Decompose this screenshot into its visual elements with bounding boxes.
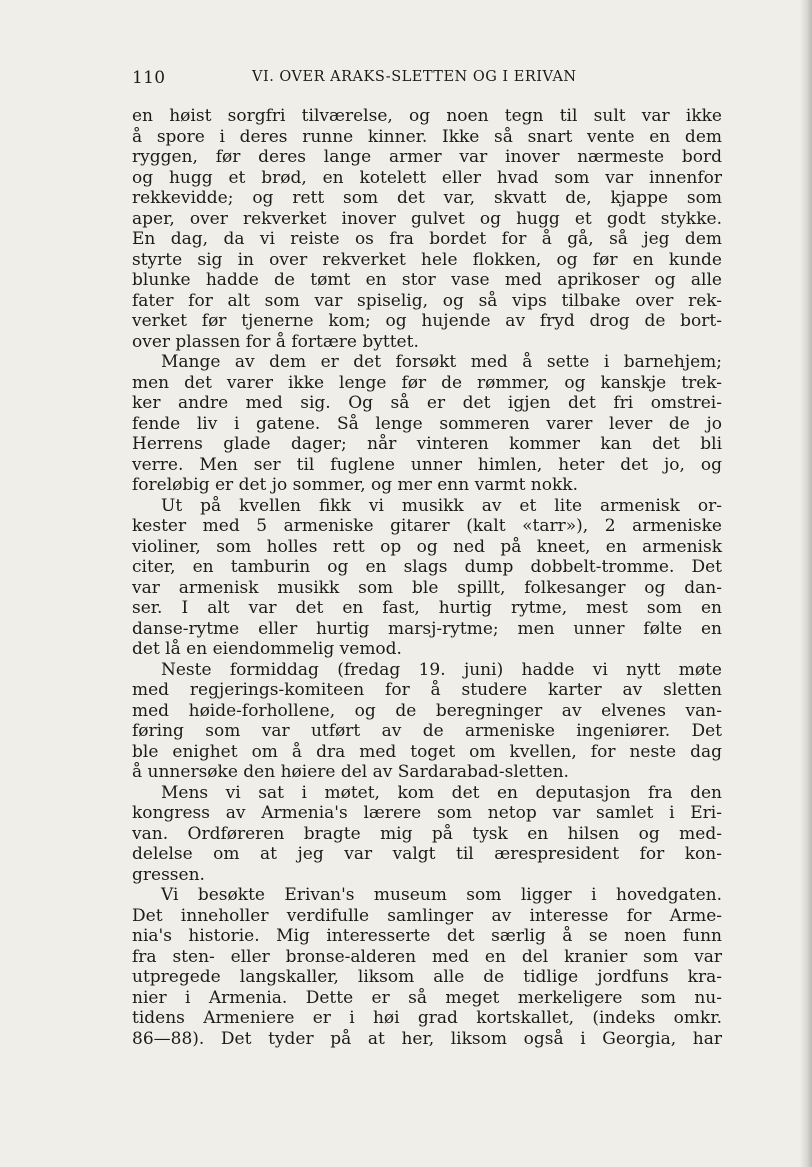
text-line: verre. Men ser til fuglene unner himlen, heter det jo, og xyxy=(132,454,722,475)
text-line: ser. I alt var det en fast, hurtig rytme, mest som en xyxy=(132,598,722,618)
text-line: kester med 5 armeniske gitarer (kalt «tarr»), 2 armeniske xyxy=(132,516,722,536)
text-line: Neste formiddag (fredag 19. juni) hadde vi nytt møte xyxy=(161,659,722,680)
text-line: å unnersøke den høiere del av Sardarabad-sletten. xyxy=(132,762,569,782)
text-line: tidens Armeniere er i høi grad kortskallet, (indeks omkr. xyxy=(132,1008,722,1028)
text-line: Ut på kvellen fikk vi musikk av et lite armenisk or- xyxy=(161,495,722,516)
text-line: en høist sorgfri tilværelse, og noen tegn til sult var ikke xyxy=(132,106,722,126)
text-line: danse-rytme eller hurtig marsj-rytme; men unner følte en xyxy=(132,618,722,639)
text-line: over plassen for å fortære byttet. xyxy=(132,331,419,352)
text-line: verket før tjenerne kom; og hujende av fryd drog de bort- xyxy=(132,311,722,331)
text-line: van. Ordføreren bragte mig på tysk en hilsen og med- xyxy=(132,823,722,844)
text-line: Vi besøkte Erivan's museum som ligger i hovedgaten. xyxy=(161,885,722,905)
text-line: med regjerings-komiteen for å studere karter av sletten xyxy=(132,680,722,700)
text-line: En dag, da vi reiste os fra bordet for å gå, så jeg dem xyxy=(132,229,722,249)
text-line: blunke hadde de tømt en stor vase med aprikoser og alle xyxy=(132,270,722,290)
running-head: VI. OVER ARAKS-SLETTEN OG I ERIVAN xyxy=(252,69,577,85)
text-line: violiner, som holles rett op og ned på kneet, en armenisk xyxy=(132,536,722,557)
text-line: fende liv i gatene. Så lenge sommeren varer lever de jo xyxy=(132,413,722,434)
text-line: foreløbig er det jo sommer, og mer enn varmt nokk. xyxy=(132,475,579,495)
text-line: delelse om at jeg var valgt til ærespresident for kon- xyxy=(132,844,722,864)
text-line: fra sten- eller bronse-alderen med en del kranier som var xyxy=(132,946,722,967)
text-line: Mange av dem er det forsøkt med å sette i barnehjem; xyxy=(161,352,722,372)
text-line: gressen. xyxy=(132,864,205,885)
page-number: 110 xyxy=(132,68,166,88)
text-line: ker andre med sig. Og så er det igjen det fri omstrei- xyxy=(132,393,722,413)
text-line: Det inneholler verdifulle samlinger av interesse for Arme- xyxy=(132,905,722,926)
text-line: nia's historie. Mig interesserte det særlig å se noen funn xyxy=(132,926,722,946)
text-line: nier i Armenia. Dette er så meget merkeligere som nu- xyxy=(132,987,722,1008)
text-line: Herrens glade dager; når vinteren kommer kan det bli xyxy=(132,434,722,454)
text-line: utpregede langskaller, liksom alle de tidlige jordfuns kra- xyxy=(132,967,722,987)
text-line: det lå en eiendommelig vemod. xyxy=(132,639,402,659)
text-line: fater for alt som var spiselig, og så vips tilbake over rek- xyxy=(132,290,722,311)
text-line: Mens vi sat i møtet, kom det en deputasjon fra den xyxy=(161,782,722,803)
text-line: 86—88). Det tyder på at her, liksom også i Georgia, har xyxy=(132,1028,722,1049)
text-line: og hugg et brød, en kotelett eller hvad som var innenfor xyxy=(132,167,722,188)
page-header xyxy=(132,68,724,92)
text-line: men det varer ikke lenge før de rømmer, og kanskje trek- xyxy=(132,372,722,393)
text-line: rekkevidde; og rett som det var, skvatt de, kjappe som xyxy=(132,188,722,208)
page-edge-shadow xyxy=(800,0,812,1167)
text-line: styrte sig in over rekverket hele flokken, og før en kunde xyxy=(132,249,722,270)
text-line: var armenisk musikk som ble spillt, folkesanger og dan- xyxy=(132,577,722,598)
text-line: med høide-forhollene, og de beregninger av elvenes van- xyxy=(132,700,722,721)
body-text xyxy=(132,106,722,1049)
text-line: ryggen, før deres lange armer var inover nærmeste bord xyxy=(132,147,722,167)
text-line: kongress av Armenia's lærere som netop var samlet i Eri- xyxy=(132,803,722,823)
text-line: citer, en tamburin og en slags dump dobbelt-tromme. Det xyxy=(132,557,722,577)
text-line: ble enighet om å dra med toget om kvellen, for neste dag xyxy=(132,741,722,762)
text-line: føring som var utført av de armeniske ingeniører. Det xyxy=(132,721,722,741)
text-line: aper, over rekverket inover gulvet og hugg et godt stykke. xyxy=(132,208,722,229)
text-line: å spore i deres runne kinner. Ikke så snart vente en dem xyxy=(132,126,722,147)
